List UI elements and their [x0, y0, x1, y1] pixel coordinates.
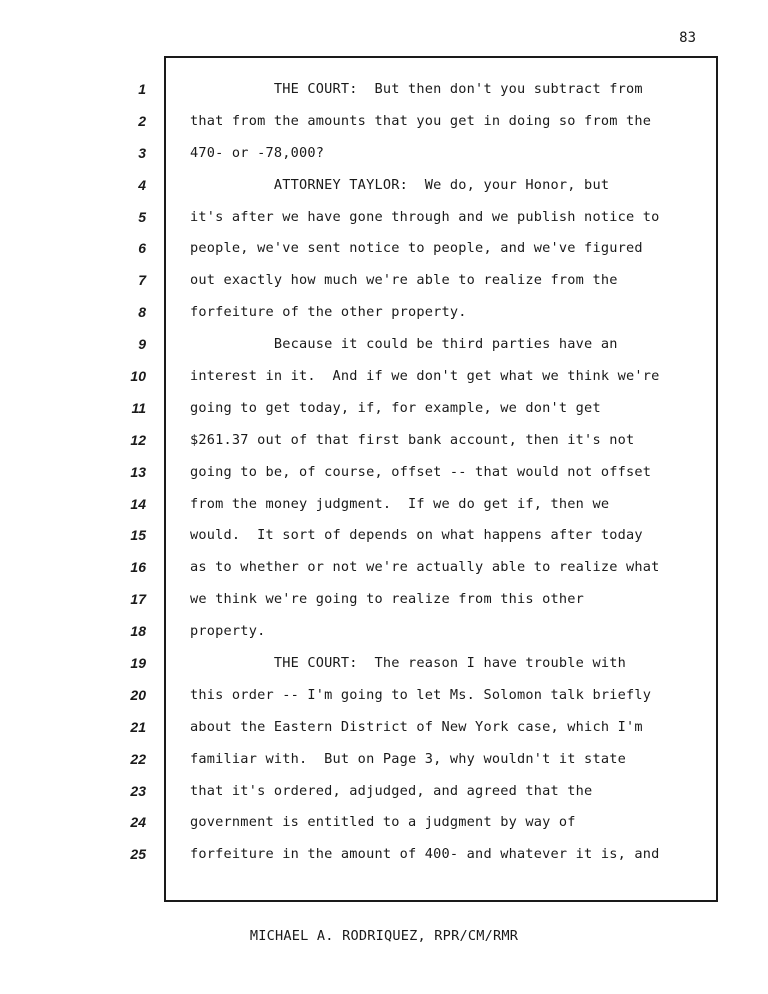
transcript-text [190, 78, 710, 875]
line-number: 1 [138, 81, 146, 97]
page-number: 83 [679, 30, 696, 46]
transcript-line: going to be, of course, offset -- that would not offset [190, 463, 652, 480]
transcript-line: going to get today, if, for example, we don't get [190, 399, 601, 416]
line-number: 24 [130, 814, 146, 831]
line-number: 7 [138, 272, 146, 289]
line-number: 4 [138, 176, 146, 193]
line-number: 19 [130, 655, 146, 672]
transcript-line: familiar with. But on Page 3, why wouldn't it state [190, 750, 626, 767]
line-number: 2 [138, 112, 146, 129]
transcript-line: it's after we have gone through and we publish notice to [190, 208, 660, 225]
line-number: 25 [130, 846, 146, 863]
line-number: 18 [130, 623, 146, 640]
transcript-line: Because it could be third parties have an [190, 336, 618, 353]
line-number: 12 [130, 431, 146, 448]
reporter-footer: MICHAEL A. RODRIQUEZ, RPR/CM/RMR [249, 928, 519, 944]
transcript-line: about the Eastern District of New York case, which I'm [190, 718, 643, 735]
line-number: 21 [130, 718, 146, 735]
transcript-line: 470- or -78,000? [190, 144, 325, 161]
line-number: 15 [130, 527, 146, 544]
transcript-line: this order -- I'm going to let Ms. Solomon talk briefly [190, 686, 652, 703]
line-number: 3 [138, 144, 146, 161]
transcript-line: from the money judgment. If we do get if, then we [190, 495, 610, 512]
line-number: 9 [138, 336, 146, 353]
line-number-column [100, 78, 146, 875]
transcript-line: would. It sort of depends on what happens after today [190, 527, 643, 544]
transcript-line: people, we've sent notice to people, and we've figured [190, 240, 643, 257]
line-number: 22 [130, 750, 146, 767]
transcript-line: we think we're going to realize from this other [190, 591, 585, 608]
transcript-line: THE COURT: But then don't you subtract from [190, 81, 643, 97]
line-number: 16 [130, 559, 146, 576]
line-number: 14 [130, 495, 146, 512]
transcript-line: forfeiture in the amount of 400- and whatever it is, and [190, 846, 660, 863]
transcript-line: as to whether or not we're actually able to realize what [190, 559, 660, 576]
transcript-line: out exactly how much we're able to realize from the [190, 272, 618, 289]
line-number: 11 [131, 399, 146, 416]
line-number: 13 [130, 463, 146, 480]
line-number: 10 [130, 368, 146, 385]
transcript-line: that it's ordered, adjudged, and agreed that the [190, 782, 593, 799]
transcript-line: property. [190, 623, 266, 640]
transcript-line: THE COURT: The reason I have trouble with [190, 655, 626, 672]
transcript-line: ATTORNEY TAYLOR: We do, your Honor, but [190, 176, 610, 193]
transcript-line: forfeiture of the other property. [190, 304, 467, 321]
line-number: 20 [130, 686, 146, 703]
line-number: 17 [130, 591, 146, 608]
transcript-line: government is entitled to a judgment by way of [190, 814, 576, 831]
line-number: 8 [138, 304, 146, 321]
transcript-line: that from the amounts that you get in doing so from the [190, 112, 652, 129]
line-number: 5 [138, 208, 146, 225]
line-number: 6 [138, 240, 146, 257]
transcript-line: interest in it. And if we don't get what we think we're [190, 368, 660, 385]
line-number: 23 [130, 782, 146, 799]
transcript-line: $261.37 out of that first bank account, then it's not [190, 431, 635, 448]
